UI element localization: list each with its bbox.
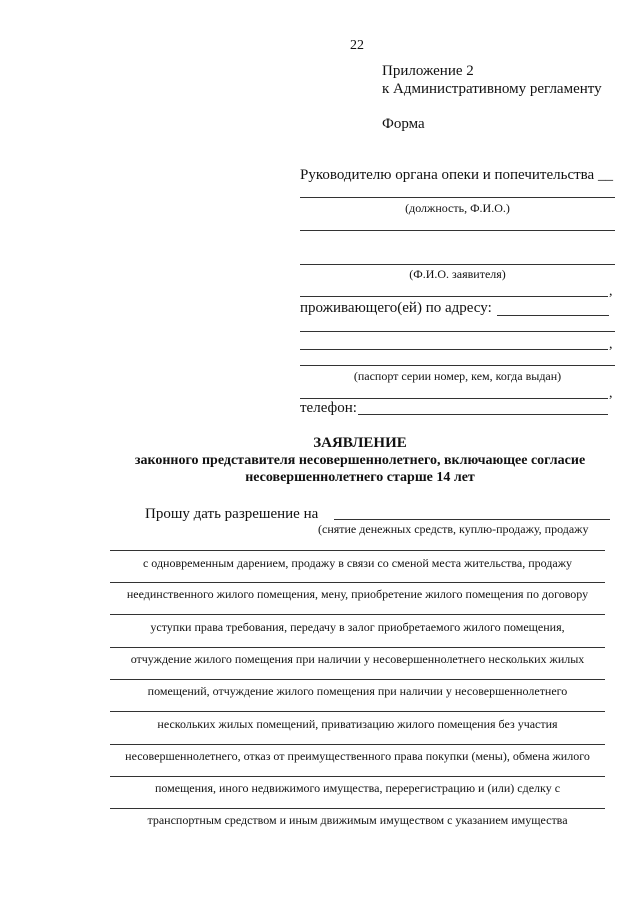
request-caption-6: нескольких жилых помещений, приватизацию жилого помещения без участия xyxy=(157,717,558,731)
address-field-line[interactable] xyxy=(497,315,609,316)
position-field-line-2[interactable] xyxy=(300,230,615,231)
request-field-line-4[interactable] xyxy=(110,647,605,648)
comma-2: , xyxy=(609,337,613,352)
regulation-label: к Административному регламенту xyxy=(382,81,602,97)
request-caption-0: (снятие денежных средств, куплю-продажу, продажу xyxy=(318,522,589,536)
phone-field-line[interactable] xyxy=(358,414,608,415)
passport-caption: (паспорт серии номер, кем, когда выдан) xyxy=(353,369,562,383)
position-field-line[interactable] xyxy=(300,197,615,198)
appendix-label: Приложение 2 xyxy=(382,63,474,79)
residence-label: проживающего(ей) по адресу: xyxy=(300,300,492,316)
request-field-line-1[interactable] xyxy=(110,550,605,551)
request-field-line-2[interactable] xyxy=(110,582,605,583)
applicant-field-line[interactable] xyxy=(300,264,615,265)
title-line-2: несовершеннолетнего старше 14 лет xyxy=(245,470,475,485)
request-caption-4: отчуждение жилого помещения при наличии у несовершеннолетнего нескольких жилых xyxy=(130,652,585,666)
applicant-field-line-2[interactable] xyxy=(300,296,608,297)
document-title: ЗАЯВЛЕНИЕ xyxy=(313,435,407,451)
request-caption-8: помещения, иного недвижимого имущества, перерегистрацию и (или) сделку с xyxy=(154,781,561,795)
addressee-line: Руководителю органа опеки и попечительства __ xyxy=(300,167,613,183)
request-field-line-9[interactable] xyxy=(110,808,605,809)
passport-field-line-2[interactable] xyxy=(300,398,608,399)
comma-3: , xyxy=(609,386,613,401)
comma-1: , xyxy=(609,284,613,299)
request-field-line-3[interactable] xyxy=(110,614,605,615)
title-line-1: законного представителя несовершеннолетнего, включающее согласие xyxy=(134,453,586,468)
address-field-line-3[interactable] xyxy=(300,349,608,350)
phone-label: телефон: xyxy=(300,400,357,416)
position-caption: (должность, Ф.И.О.) xyxy=(405,201,510,215)
request-caption-1: с одновременным дарением, продажу в связи со сменой места жительства, продажу xyxy=(142,556,573,570)
request-caption-7: несовершеннолетнего, отказ от преимущественного права покупки (мены), обмена жилого xyxy=(125,749,590,763)
request-field-line-6[interactable] xyxy=(110,711,605,712)
page-number: 22 xyxy=(350,38,364,53)
form-label: Форма xyxy=(382,116,425,132)
passport-field-line[interactable] xyxy=(300,365,615,366)
request-label: Прошу дать разрешение на xyxy=(145,506,319,522)
request-caption-3: уступки права требования, передачу в залог приобретаемого жилого помещения, xyxy=(150,620,565,634)
request-caption-5: помещений, отчуждение жилого помещения при наличии у несовершеннолетнего xyxy=(147,684,568,698)
address-field-line-2[interactable] xyxy=(300,331,615,332)
request-caption-2: неединственного жилого помещения, мену, приобретение жилого помещения по договору xyxy=(126,587,589,601)
request-field-line-7[interactable] xyxy=(110,744,605,745)
request-field-line[interactable] xyxy=(334,519,610,520)
request-field-line-5[interactable] xyxy=(110,679,605,680)
applicant-caption: (Ф.И.О. заявителя) xyxy=(409,267,506,281)
request-field-line-8[interactable] xyxy=(110,776,605,777)
request-caption-9: транспортным средством и иным движимым имуществом с указанием имущества xyxy=(147,813,568,827)
